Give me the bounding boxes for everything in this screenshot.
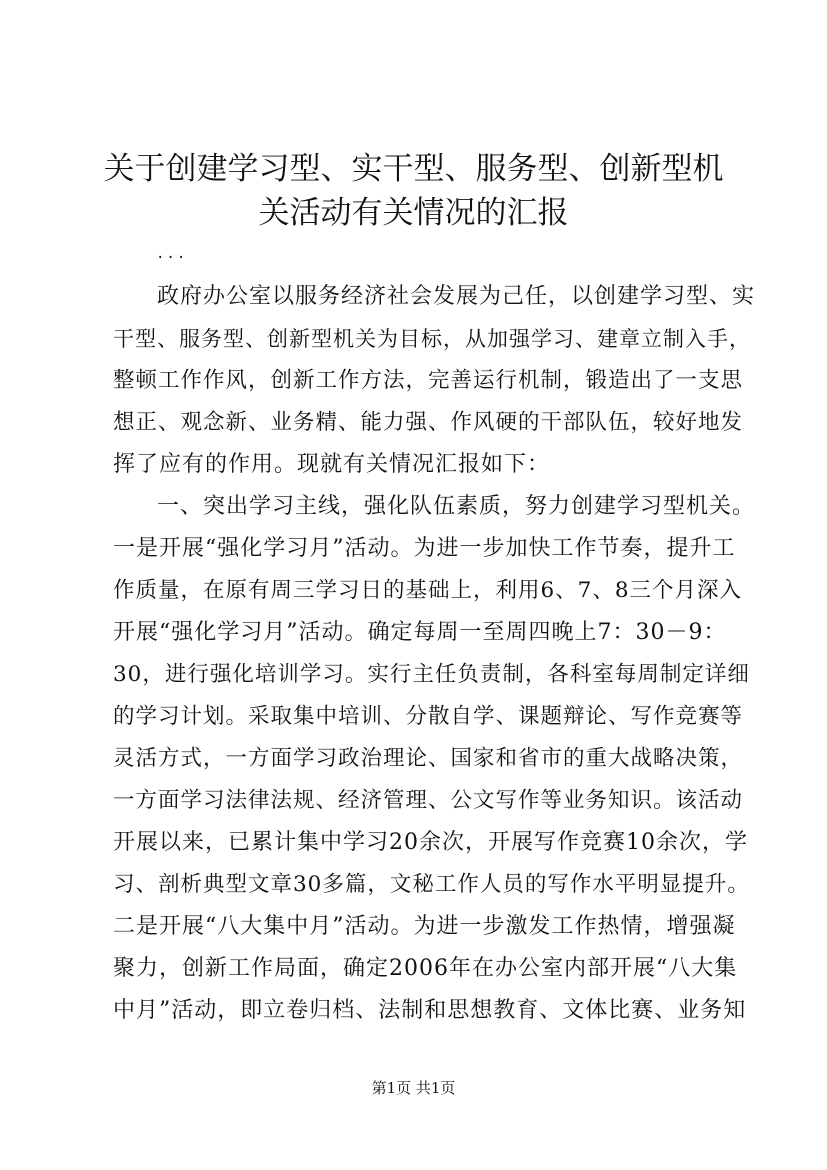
body-line: 一、突出学习主线，强化队伍素质，努力创建学习型机关。 — [157, 494, 756, 519]
body-line: 习、剖析典型文章30多篇，文秘工作人员的写作水平明显提升。 — [113, 872, 750, 897]
body-line: 挥了应有的作用。现就有关情况汇报如下： — [113, 452, 551, 477]
body-line: 二是开展“八大集中月”活动。为进一步激发工作热情，增强凝 — [113, 914, 736, 939]
body-line: 灵活方式，一方面学习政治理论、国家和省市的重大战略决策， — [113, 746, 744, 771]
body-line: 中月”活动，即立卷归档、法制和思想教育、文体比赛、业务知 — [113, 998, 747, 1023]
body-line: 政府办公室以服务经济社会发展为己任，以创建学习型、实 — [157, 284, 756, 309]
document-title-line-1: 关于创建学习型、实干型、服务型、创新型机 — [103, 151, 724, 187]
body-line: 开展“强化学习月”活动。确定每周一至周四晚上7：30－9： — [113, 620, 727, 645]
body-line: 想正、观念新、业务精、能力强、作风硬的干部队伍，较好地发 — [113, 410, 744, 435]
body-line: 干型、服务型、创新型机关为目标，从加强学习、建章立制入手， — [113, 327, 751, 351]
body-line: 开展以来，已累计集中学习20余次，开展写作竞赛10余次，学 — [113, 830, 748, 855]
ellipsis-marker: ... — [156, 246, 188, 262]
page-footer: 第1页 共1页 — [371, 1079, 456, 1097]
document-title-line-2: 关活动有关情况的汇报 — [258, 195, 569, 231]
body-line: 整顿工作作风，创新工作方法，完善运行机制，锻造出了一支思 — [113, 368, 744, 393]
body-line: 聚力，创新工作局面，确定2006年在办公室内部开展“八大集 — [113, 956, 738, 981]
body-line: 一方面学习法律法规、经济管理、公文写作等业务知识。该活动 — [113, 788, 744, 813]
body-line: 的学习计划。采取集中培训、分散自学、课题辩论、写作竞赛等 — [113, 704, 744, 729]
body-line: 作质量，在原有周三学习日的基础上，利用6、7、8三个月深入 — [113, 578, 743, 603]
body-line: 30，进行强化培训学习。实行主任负责制，各科室每周制定详细 — [113, 662, 750, 687]
body-line: 一是开展“强化学习月”活动。为进一步加快工作节奏，提升工 — [113, 536, 736, 561]
